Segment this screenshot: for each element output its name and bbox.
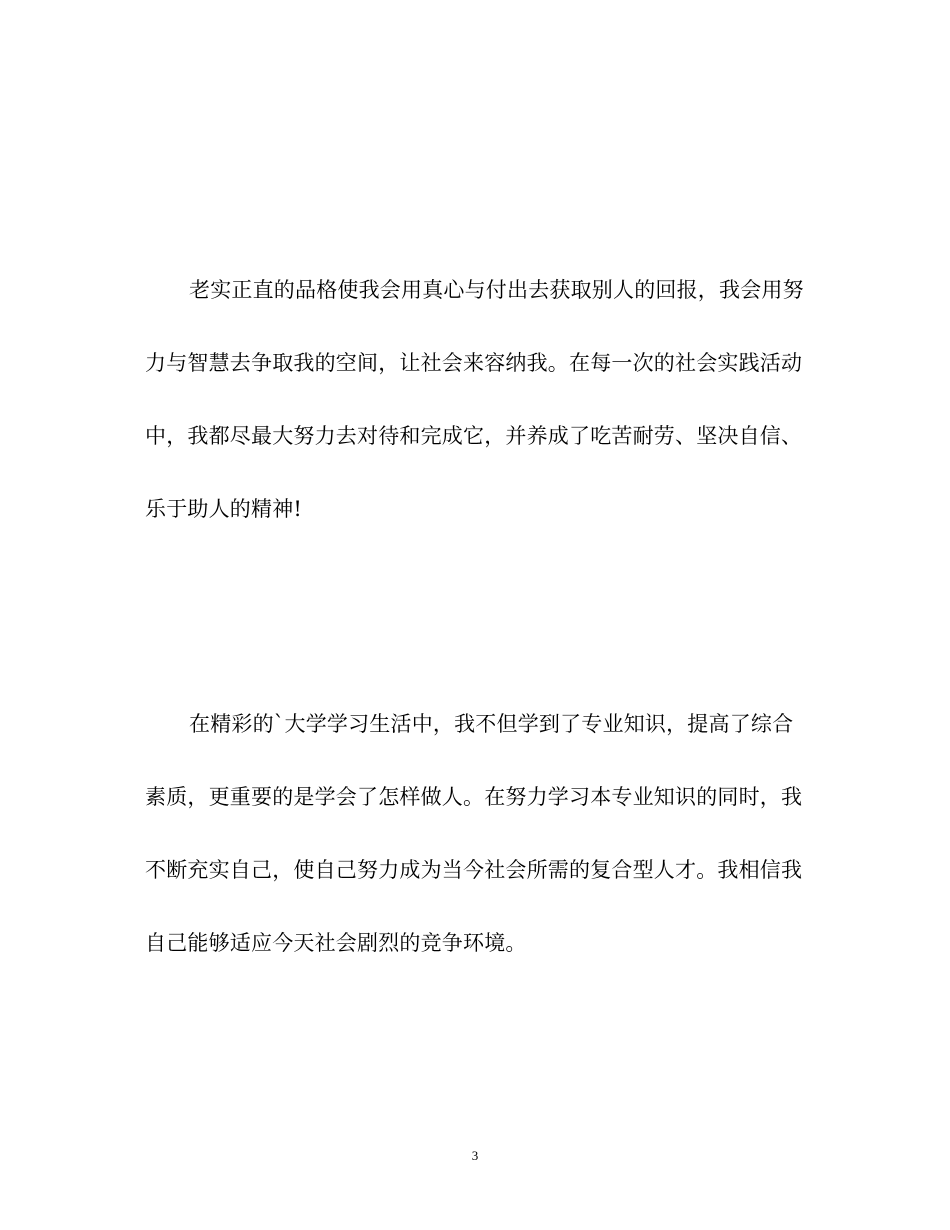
page-number: 3 (471, 1148, 479, 1163)
paragraph-university-study: 在精彩的`大学学习生活中，我不但学到了专业知识，提高了综合素质，更重要的是学会了怎样做人。在努力学习本专业知识的同时，我不断充实自己，使自己努力成为当今社会所需的复合型人才。我相信我自己能够适应今天社会剧烈的竞争环境。 (145, 712, 803, 955)
paragraph-character: 老实正直的品格使我会用真心与付出去获取别人的回报，我会用努力与智慧去争取我的空间，让社会来容纳我。在每一次的社会实践活动中，我都尽最大努力去对待和完成它，并养成了吃苦耐劳、坚决自信、乐于助人的精神! (145, 278, 804, 521)
